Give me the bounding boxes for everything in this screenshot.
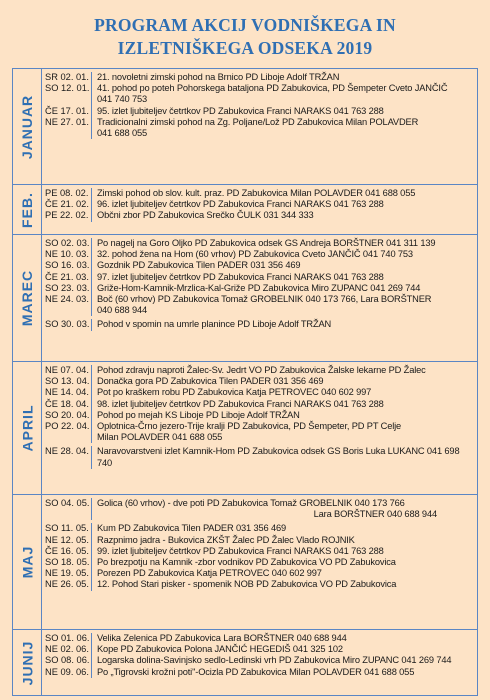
event-row bbox=[42, 498, 477, 509]
event-row bbox=[42, 509, 477, 520]
title-line-1: PROGRAM AKCIJ VODNIŠKEGA IN bbox=[94, 15, 396, 35]
event-row bbox=[42, 557, 477, 568]
event-date: PE 22. 02. bbox=[42, 210, 92, 221]
event-description: Lara BORŠTNER 040 688 944 bbox=[313, 509, 437, 520]
event-description: Golica (60 vrhov) - dve poti PD Zabukovica Tomaž GROBELNIK 040 173 766 bbox=[97, 498, 405, 508]
month-section bbox=[13, 69, 477, 185]
schedule-table bbox=[12, 68, 478, 696]
event-date: NE 26. 05. bbox=[42, 579, 92, 590]
event-row bbox=[42, 546, 477, 557]
event-description: Po „Tigrovski krožni poti"-Ocizla PD Zabukovica Milan POLAVDER 041 688 055 bbox=[97, 666, 415, 677]
month-section bbox=[13, 185, 477, 235]
event-row bbox=[42, 83, 477, 105]
event-date: PE 08. 02. bbox=[42, 188, 92, 199]
event-description: 96. izlet ljubiteljev četrtkov PD Zabukovica Franci NARAKS 041 763 288 bbox=[97, 199, 384, 210]
event-row bbox=[42, 410, 477, 421]
event-description: Pohod v spomin na umrle planince PD Liboje Adolf TRŽAN bbox=[97, 319, 332, 330]
month-label bbox=[13, 630, 42, 695]
event-list bbox=[42, 362, 477, 494]
month-label bbox=[13, 362, 42, 494]
event-date: SO 16. 03. bbox=[42, 260, 92, 271]
event-date: SO 02. 03. bbox=[42, 238, 92, 249]
event-description: Boč (60 vrhov) PD Zabukovica Tomaž GROBELNIK 040 173 766, Lara BORŠTNER 040 688 944 bbox=[97, 294, 432, 316]
event-description: Kum PD Zabukovica Tilen PADER 031 356 469 bbox=[97, 523, 287, 534]
event-row bbox=[42, 210, 477, 221]
event-row bbox=[42, 579, 477, 590]
event-row bbox=[42, 283, 477, 294]
event-row bbox=[42, 446, 477, 468]
event-description: Po brezpotju na Kamnik -zbor vodnikov PD Zabukovica VO PD Zabukovica bbox=[97, 557, 396, 568]
month-label bbox=[13, 235, 42, 361]
title-line-2: IZLETNIŠKEGA ODSEKA 2019 bbox=[117, 38, 373, 58]
event-row bbox=[42, 199, 477, 210]
event-description: Pohod zdravju naproti Žalec-Sv. Jedrt VO PD Zabukovica Žalske lekarne PD Žalec bbox=[97, 365, 426, 375]
event-date: ČE 16. 05. bbox=[42, 546, 92, 557]
event-row bbox=[42, 365, 477, 376]
month-label bbox=[13, 69, 42, 184]
event-description: 21. novoletni zimski pohod na Brnico PD Liboje Adolf TRŽAN bbox=[97, 72, 340, 82]
event-date: ČE 21. 02. bbox=[42, 199, 92, 210]
event-description: 98. izlet ljubiteljev četrtkov PD Zabukovica Franci NARAKS 041 763 288 bbox=[97, 398, 384, 409]
event-description: Velika Zelenica PD Zabukovica Lara BORŠTNER 040 688 944 bbox=[97, 633, 347, 643]
month-name: MAREC bbox=[19, 269, 35, 327]
event-description: Kope PD Zabukovica Polona JANČIĆ HEGEDIŠ 041 325 102 bbox=[97, 644, 343, 655]
event-description: Logarska dolina-Savinjsko sedlo-Ledinski vrh PD Zabukovica Miro ZUPANC 041 269 744 bbox=[97, 655, 452, 666]
page-title bbox=[0, 14, 490, 60]
event-row bbox=[42, 188, 477, 199]
event-date: NE 09. 06. bbox=[42, 667, 92, 678]
month-name: MAJ bbox=[19, 545, 35, 579]
event-row bbox=[42, 238, 477, 249]
event-date: SO 08. 06. bbox=[42, 655, 92, 666]
event-description: Donačka gora PD Zabukovica Tilen PADER 031 356 469 bbox=[97, 376, 324, 387]
event-description: Zimski pohod ob slov. kult. praz. PD Zabukovica Milan POLAVDER 041 688 055 bbox=[97, 188, 416, 198]
event-date: NE 14. 04. bbox=[42, 387, 92, 398]
event-list bbox=[42, 630, 477, 695]
event-date: NE 12. 05. bbox=[42, 535, 92, 546]
event-date: ČE 18. 04. bbox=[42, 399, 92, 410]
event-row bbox=[42, 249, 477, 260]
event-date: PO 22. 04. bbox=[42, 421, 92, 443]
event-date: NE 27. 01. bbox=[42, 117, 92, 139]
event-date: NE 07. 04. bbox=[42, 365, 92, 376]
event-row bbox=[42, 272, 477, 283]
month-section bbox=[13, 235, 477, 362]
event-description: Po nagelj na Goro Oljko PD Zabukovica odsek GS Andreja BORŠTNER 041 311 139 bbox=[97, 238, 436, 248]
event-row bbox=[42, 72, 477, 83]
event-row bbox=[42, 568, 477, 579]
event-row bbox=[42, 644, 477, 655]
event-date: SO 30. 03. bbox=[42, 319, 92, 330]
event-row bbox=[42, 117, 477, 139]
event-date: NE 24. 03. bbox=[42, 294, 92, 316]
month-name: JUNIJ bbox=[19, 640, 35, 685]
event-description: 99. izlet ljubiteljev četrtkov PD Zabukovica Franci NARAKS 041 763 288 bbox=[97, 545, 384, 556]
event-date: SO 18. 05. bbox=[42, 557, 92, 568]
event-description: 41. pohod po poteh Pohorskega bataljona PD Zabukovica, PD Šempeter Cveto JANČIČ 041 740 753 bbox=[97, 83, 448, 105]
month-name: FEB. bbox=[19, 191, 36, 228]
event-date: NE 28. 04. bbox=[42, 446, 92, 468]
event-description: 12. Pohod Stari pisker - spomenik NOB PD Zabukovica VO PD Zabukovica bbox=[97, 579, 397, 590]
event-description: Gozdnik PD Zabukovica Tilen PADER 031 356 469 bbox=[97, 260, 301, 271]
event-date: NE 10. 03. bbox=[42, 249, 92, 260]
event-row bbox=[42, 633, 477, 644]
event-row bbox=[42, 319, 477, 330]
event-row bbox=[42, 294, 477, 316]
event-description: Tradicionalni zimski pohod na Zg. Poljane/Lož PD Zabukovica Milan POLAVDER 041 688 055 bbox=[97, 116, 419, 139]
event-description: Griže-Hom-Kamnik-Mrzlica-Kal-Griže PD Zabukovica Miro ZUPANC 041 269 744 bbox=[97, 282, 421, 293]
month-label bbox=[13, 495, 42, 629]
event-description: Pohod po mejah KS Liboje PD Liboje Adolf TRŽAN bbox=[97, 409, 300, 420]
event-row bbox=[42, 387, 477, 398]
event-date: ČE 21. 03. bbox=[42, 272, 92, 283]
event-row bbox=[42, 106, 477, 117]
event-row bbox=[42, 421, 477, 443]
event-date: SO 23. 03. bbox=[42, 283, 92, 294]
event-description: Naravovarstveni izlet Kamnik-Hom PD Zabukovica odsek GS Boris Luka LUKANC 041 698 740 bbox=[97, 446, 460, 468]
event-list bbox=[42, 495, 477, 629]
month-section bbox=[13, 495, 477, 630]
event-description: 95. izlet ljubiteljev četrtkov PD Zabukovica Franci NARAKS 041 763 288 bbox=[97, 105, 384, 116]
event-row bbox=[42, 667, 477, 678]
event-date: SO 20. 04. bbox=[42, 410, 92, 421]
event-description: Občni zbor PD Zabukovica Srečko ČULK 031 344 333 bbox=[97, 210, 314, 221]
event-list bbox=[42, 235, 477, 361]
event-row bbox=[42, 655, 477, 666]
event-list bbox=[42, 69, 477, 184]
event-date: NE 19. 05. bbox=[42, 568, 92, 579]
month-section bbox=[13, 362, 477, 495]
event-row bbox=[42, 535, 477, 546]
event-date: SO 13. 04. bbox=[42, 376, 92, 387]
event-description: Pot po kraškem robu PD Zabukovica Katja PETROVEC 040 602 997 bbox=[97, 387, 372, 398]
event-list bbox=[42, 185, 477, 234]
month-section bbox=[13, 630, 477, 695]
event-description: Porezen PD Zabukovica Katja PETROVEC 040 602 997 bbox=[97, 568, 322, 579]
event-date bbox=[42, 509, 92, 520]
month-label bbox=[13, 185, 42, 234]
event-row bbox=[42, 399, 477, 410]
event-date: NE 02. 06. bbox=[42, 644, 92, 655]
event-description: Oplotnica-Črno jezero-Trije kralji PD Zabukovica, PD Šempeter, PD PT Celje Milan POLAVDER 041 688 055 bbox=[97, 421, 402, 443]
event-date: ČE 17. 01. bbox=[42, 106, 92, 117]
event-row bbox=[42, 260, 477, 271]
event-date: SO 11. 05. bbox=[42, 523, 92, 534]
event-description: Razpnimo jadra - Bukovica ZKŠT Žalec PD Žalec Vlado ROJNIK bbox=[97, 534, 355, 545]
event-row bbox=[42, 523, 477, 534]
event-row bbox=[42, 376, 477, 387]
event-date: SR 02. 01. bbox=[42, 72, 92, 83]
event-date: SO 01. 06. bbox=[42, 633, 92, 644]
event-description: 97. izlet ljubiteljev četrtkov PD Zabukovica Franci NARAKS 041 763 288 bbox=[97, 271, 384, 282]
event-date: SO 12. 01. bbox=[42, 83, 92, 105]
event-description: 32. pohod žena na Hom (60 vrhov) PD Zabukovica Cveto JANČIČ 041 740 753 bbox=[97, 249, 413, 260]
event-date: SO 04. 05. bbox=[42, 498, 92, 509]
month-name: JANUAR bbox=[19, 94, 35, 159]
month-name: APRIL bbox=[19, 404, 35, 452]
